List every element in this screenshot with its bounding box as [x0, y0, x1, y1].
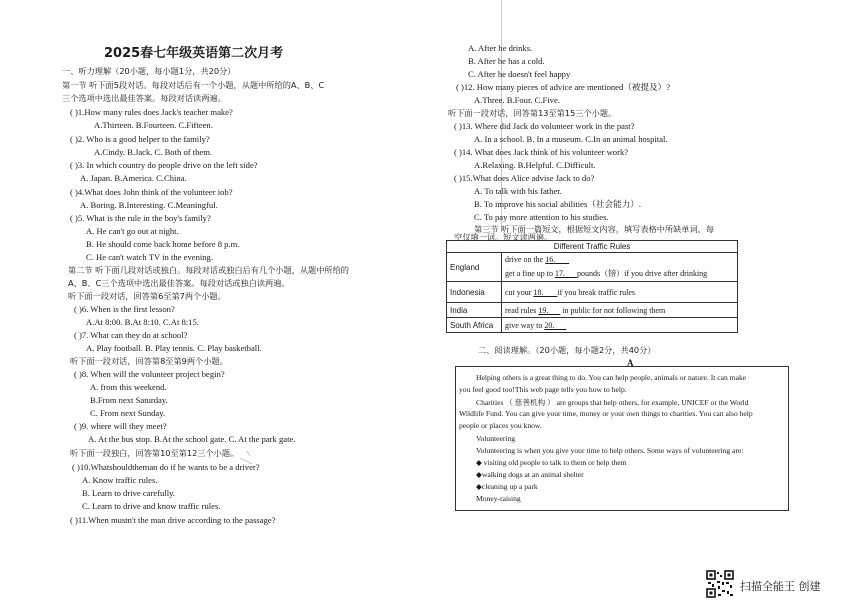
answer-options: A. Play football. B. Play tennis. C. Play basketball. [86, 343, 262, 353]
rule-cell [502, 282, 738, 303]
question: ( )14. What does Jack think of his volunteer work? [454, 147, 629, 157]
instruction: 听下面一段对话，回答第8至第9两个小题。 [70, 356, 228, 366]
question: ( )4.What does John think of the volunteer iob? [70, 187, 233, 197]
answer-option: B. To improve his social abilities（社会能力）. [474, 199, 642, 209]
answer-option: B. He should come back home before 8 p.m. [86, 239, 240, 249]
passage-line: Charities （ 慈善机构 ） are groups that help others, for example, UNICEF or the World [476, 398, 749, 407]
rule-text: pounds（镑）if you drive after drinking [576, 269, 708, 278]
bullet-item: ◆walking dogs at an animal shelter [476, 470, 584, 479]
country-cell: India [447, 303, 502, 318]
rule-cell [502, 318, 738, 333]
answer-options: A. Japan. B.America. C.China. [80, 173, 187, 183]
answer-option: C. After he doesn't feel happy [468, 69, 571, 79]
question: ( )8. When will the volunteer project begin? [74, 369, 225, 379]
question: ( )12. How many pieces of advice are mentioned（被提及）? [456, 82, 671, 92]
answer-options: A.Cindy. B.Jack. C. Both of them. [94, 147, 213, 157]
instruction: 听下面一段对话，回答第6至第7两个小题。 [68, 291, 226, 301]
answer-options: A. Boring. B.Interesting. C.Meaningful. [80, 200, 218, 210]
traffic-rules-table [446, 240, 738, 333]
bullet-item: ◆cleaning up a park [476, 482, 538, 491]
passage-box [455, 366, 789, 511]
instruction: 听下面一段独白，回答第10至第12三个小题。 [70, 448, 239, 458]
rule-text: cut your [505, 287, 534, 297]
answer-options: A.Thirteen. B.Fourteen. C.Fifteen. [94, 120, 213, 130]
question: ( )3. In which country do people drive on the left side? [70, 160, 258, 170]
scanner-label: 扫描全能王 创建 [740, 580, 821, 593]
question: ( )2. Who is a good helper to the family? [70, 134, 210, 144]
answer-options: A. In a school. B. In a museum. C.In an animal hospital. [474, 134, 668, 144]
exam-title: 2025春七年级英语第二次月考 [104, 46, 284, 61]
instruction: 空仅填一词。短文读两遍。 [454, 232, 553, 242]
passage-subheading: Money-raising [476, 494, 521, 503]
rule-line [505, 268, 734, 279]
answer-option: C. To pay more attention to his studies. [474, 212, 609, 222]
answer-option: B. After he has a cold. [468, 56, 545, 66]
blank-18[interactable]: 18. [533, 287, 544, 297]
question: ( )5. What is the rule in the boy's family? [70, 213, 211, 223]
rule-cell [502, 303, 738, 318]
passage-line: people or places you know. [459, 421, 542, 430]
section-heading: 一、听力理解（20小题，每小题1分，共20分） [62, 66, 236, 76]
table-row [447, 253, 738, 282]
question: ( )15.What does Alice advise Jack to do? [454, 173, 595, 183]
answer-option: A. from this weekend. [90, 382, 167, 392]
instruction: 第二节 听下面几段对话或独白。每段对话或独白后有几个小题，从题中所给的 [68, 265, 349, 275]
instruction: 第三节 听下面一篇短文，根据短文内容，填写表格中所缺单词，每 [474, 224, 715, 234]
answer-option: B. Learn to drive carefully. [82, 488, 175, 498]
answer-options: A.At 8:00. B.At 8:10. C.At 8:15. [86, 317, 199, 327]
question: ( )9. where will they meet? [74, 421, 167, 431]
country-cell: South Africa [447, 318, 502, 333]
rule-text: get a fine up to [505, 269, 555, 278]
rule-cell [502, 253, 738, 282]
question: ( )11.When mustn't the man drive according to the passage? [70, 515, 276, 525]
instruction: 听下面一段对话，回答第13至第15三个小题。 [448, 108, 617, 118]
answer-options: A.Relaxing. B.Helpful. C.Difficult. [474, 160, 596, 170]
answer-options: A.Three. B.Four. C.Five. [474, 95, 560, 105]
answer-option: A. He can't go out at night. [86, 226, 179, 236]
instruction: A、B、C三个选项中选出最佳答案。每段对话或独白读两遍。 [68, 278, 290, 288]
rule-text: in public for not following them [562, 305, 666, 315]
table-row [447, 318, 738, 333]
bullet-item: ◆ visiting old people to talk to them or help them [476, 458, 627, 467]
passage-line: Volunteering is when you give your time to help others. Some ways of volunteering are: [476, 446, 744, 455]
passage-label: A [627, 358, 634, 368]
answer-option: A. To talk with his father. [474, 186, 562, 196]
blank-20[interactable]: 20. [544, 320, 555, 330]
passage-line: Wildlife Fund. You can give your time, money or your own things to charities. You can also help [459, 409, 753, 418]
question: ( )13. Where did Jack do volunteer work in the past? [454, 121, 635, 131]
passage-line: you feel good too!This web page tells you how to help. [459, 385, 627, 394]
answer-option: A. After he drinks. [468, 43, 533, 53]
rule-text: drive on the [505, 255, 546, 264]
passage-line: Helping others is a great thing to do. You can help people, animals or nature. It can make [476, 373, 747, 382]
country-cell: Indonesia [447, 282, 502, 303]
instruction: 第一节 听下面5段对话。每段对话后有一个小题，从题中所给的A、B、C [62, 80, 325, 90]
question: ( )6. When is the first lesson? [74, 304, 175, 314]
table-title: Different Traffic Rules [447, 241, 738, 253]
instruction: 三个选项中选出最佳答案。每段对话读两遍。 [62, 93, 226, 103]
answer-option: A. Know traffic rules. [82, 475, 158, 485]
qr-code-icon [706, 570, 734, 598]
question: ( )7. What can they do at school? [74, 330, 188, 340]
blank-16[interactable]: 16. [545, 255, 556, 264]
question: ( )1.How many rules does Jack's teacher make? [70, 107, 233, 117]
answer-option: B.From next Saturday. [90, 395, 168, 405]
blank-17[interactable]: 17. [554, 269, 565, 278]
table-row [447, 303, 738, 318]
country-cell: England [447, 253, 502, 282]
section-heading: 二、阅读理解。（20小题，每小题2分，共40分） [478, 345, 656, 355]
rule-text: if you break traffic rules [557, 287, 636, 297]
rule-text: give way to [505, 320, 545, 330]
rule-text: read rules [505, 305, 539, 315]
question: ( )10.Whatshouldtheman do if he wants to be a driver? [72, 462, 260, 472]
pencil-mark-icon [222, 448, 262, 468]
passage-subheading: Volunteering [476, 434, 516, 443]
blank-19[interactable]: 19. [538, 305, 549, 315]
answer-option: C. Learn to drive and know traffic rules. [82, 501, 221, 511]
answer-options: A. At the bus stop. B.At the school gate. C. At the park gate. [88, 434, 296, 444]
answer-option: C. He can't watch TV in the evening. [86, 252, 214, 262]
answer-option: C. From next Sunday. [90, 408, 166, 418]
rule-line [505, 255, 734, 264]
table-row [447, 282, 738, 303]
